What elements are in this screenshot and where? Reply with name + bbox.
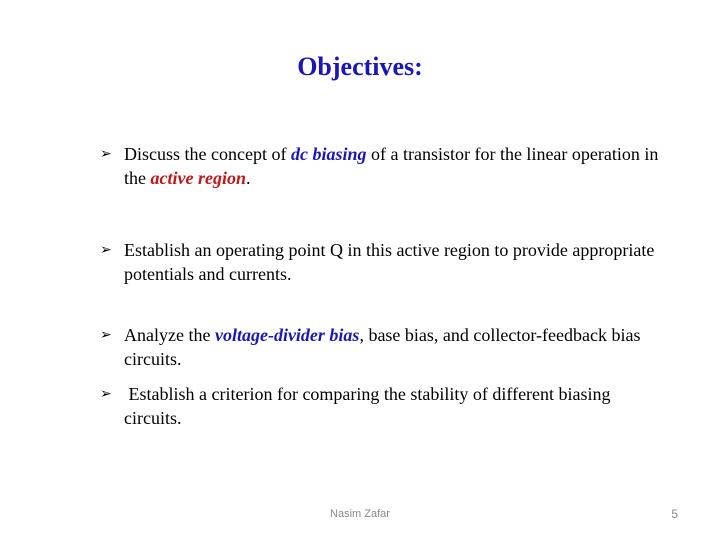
objective-4-text: Establish a criterion for comparing the stability of different biasing circuits. [124,384,616,428]
arrow-bullet-icon: ➢ [100,242,112,258]
arrow-bullet-icon: ➢ [100,327,112,343]
objective-3-emphasis-voltage-divider-bias: voltage-divider bias [214,325,360,345]
arrow-bullet-icon: ➢ [100,386,112,402]
slide-title: Objectives: [297,52,423,81]
footer-author: Nasim Zafar [330,508,390,520]
objective-item-4 [100,382,660,430]
objective-1-emphasis-dc-biasing: dc biasing [290,144,367,164]
objective-3-text-end: , base bias, and collector-feedback bias circuits. [124,325,641,369]
page-number: 5 [671,507,678,521]
objective-item-1 [100,142,660,190]
objective-2-text: Establish an operating point Q in this active region to provide appropriate potentials and currents. [124,240,655,284]
objective-1-text-middle: of a transistor for the linear operation in the [124,144,659,188]
objective-item-3 [100,323,660,371]
objective-1-emphasis-active-region: active region [150,168,246,188]
objective-1-text-start: Discuss the concept of [124,144,291,164]
objective-item-2 [100,238,660,286]
arrow-bullet-icon: ➢ [100,146,112,162]
objectives-list [100,142,660,430]
objective-1-text-end: . [245,168,251,188]
objective-3-text-start: Analyze the [124,325,215,345]
